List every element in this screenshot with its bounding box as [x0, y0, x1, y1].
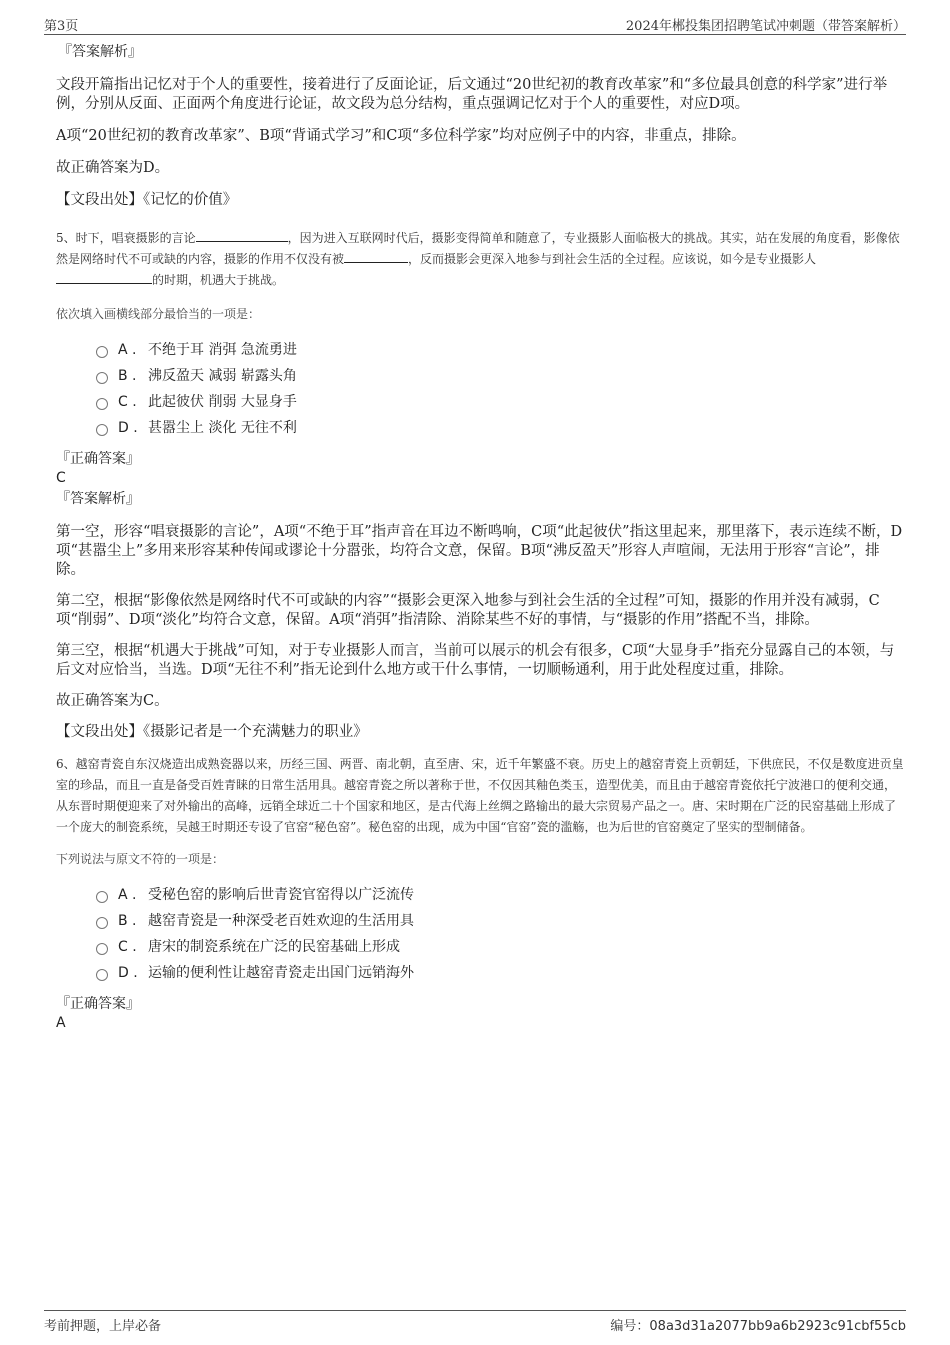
- option-c[interactable]: [96, 934, 906, 960]
- correct-answer-label: 『正确答案』: [56, 451, 140, 467]
- option-text: 此起彼伏 削弱 大显身手: [148, 394, 297, 410]
- code-value: 08a3d31a2077bb9a6b2923c91cbf55cb: [649, 1319, 906, 1334]
- option-d[interactable]: [96, 960, 906, 986]
- option-letter: A .: [118, 342, 137, 358]
- analysis-conclusion: 故正确答案为C。: [56, 693, 169, 709]
- answer-blank: [344, 250, 408, 263]
- question-instruction: 下列说法与原文不符的一项是：: [56, 852, 225, 866]
- option-a[interactable]: [96, 337, 906, 363]
- answer-blank: [56, 271, 152, 284]
- option-text: 甚嚣尘上 淡化 无往不利: [148, 420, 297, 436]
- analysis-paragraph: 第一空，形容“唱衰摄影的言论”，A项“不绝于耳”指声音在耳边不断鸣响，C项“此起彼伏”指这里起来，那里落下，表示连续不断，D项“甚嚣尘上”多用来形容某种传闻或谬论十分嚣张，均符合文意，保留。B项“沸反盈天”形容人声喧闹，无法用于形容“言论”，排除。: [56, 524, 903, 578]
- correct-answer: C: [56, 470, 66, 486]
- answer-blank: [196, 229, 288, 242]
- footer-slogan: 考前押题，上岸必备: [44, 1319, 162, 1334]
- option-letter: C .: [118, 939, 137, 955]
- document-title: 2024年郴投集团招聘笔试冲刺题（带答案解析）: [625, 19, 906, 34]
- radio-icon[interactable]: [96, 943, 108, 955]
- radio-icon[interactable]: [96, 424, 108, 436]
- option-text: 运输的便利性让越窑青瓷走出国门远销海外: [148, 965, 414, 981]
- option-letter: D .: [118, 965, 138, 981]
- analysis-paragraph: A项“20世纪初的教育改革家”、B项“背诵式学习”和C项“多位科学家”均对应例子中的内容，非重点，排除。: [56, 128, 746, 144]
- question-5-stem: [56, 228, 906, 291]
- option-text: 受秘色窑的影响后世青瓷官窑得以广泛流传: [148, 887, 414, 903]
- option-letter: D .: [118, 420, 138, 436]
- radio-icon[interactable]: [96, 372, 108, 384]
- correct-answer: A: [56, 1015, 66, 1031]
- analysis-label: 『答案解析』: [58, 44, 142, 60]
- option-letter: A .: [118, 887, 137, 903]
- option-c[interactable]: [96, 389, 906, 415]
- stem-segment: 5、时下，唱衰摄影的言论: [56, 231, 196, 245]
- source-citation: 【文段出处】《记忆的价值》: [56, 192, 238, 208]
- radio-icon[interactable]: [96, 346, 108, 358]
- analysis-paragraph: 文段开篇指出记忆对于个人的重要性，接着进行了反面论证，后文通过“20世纪初的教育改革家”和“多位最具创意的科学家”进行举例，分别从反面、正面两个角度进行论证，故文段为总分结构，重点强调记忆对于个人的重要性，对应D项。: [56, 77, 888, 112]
- stem-segment: ，因为进入互联网时代后，摄影变得简单和随意了，专业摄影人面临极大的挑战。其实，站在发展的角度看，影像依然是网络时代不可或缺的内容，摄影的作用不仅没有被: [56, 231, 900, 266]
- page-footer: [44, 1310, 906, 1333]
- page-content: [56, 42, 906, 1032]
- document-code: [610, 1315, 906, 1334]
- option-text: 越窑青瓷是一种深受老百姓欢迎的生活用具: [148, 913, 414, 929]
- analysis-paragraph: 第二空，根据“影像依然是网络时代不可或缺的内容”“摄影会更深入地参与到社会生活的全过程”可知，摄影的作用并没有减弱，C项“削弱”、D项“淡化”均符合文意，保留。A项“消弭”指清除、消除某些不好的事情，与“摄影的作用”搭配不当，排除。: [56, 593, 880, 628]
- option-a[interactable]: [96, 882, 906, 908]
- radio-icon[interactable]: [96, 398, 108, 410]
- option-text: 唐宋的制瓷系统在广泛的民窑基础上形成: [148, 939, 400, 955]
- option-b[interactable]: [96, 363, 906, 389]
- page-header: [44, 12, 906, 35]
- option-d[interactable]: [96, 415, 906, 441]
- option-text: 沸反盈天 减弱 崭露头角: [148, 368, 297, 384]
- source-citation: 【文段出处】《摄影记者是一个充满魅力的职业》: [56, 724, 368, 740]
- question-6-stem: 6、越窑青瓷自东汉烧造出成熟瓷器以来，历经三国、两晋、南北朝，直至唐、宋，近千年繁盛不衰。历史上的越窑青瓷上贡朝廷，下供庶民，不仅是数度进贡皇室的珍品，而且一直是备受百姓青睐的日常生活用具。越窑青瓷之所以著称于世，不仅因其釉色类玉，造型优美，而且由于越窑青瓷依托宁波港口的便利交通，从东晋时期便迎来了对外输出的高峰，远销全球近二十个国家和地区，是古代海上丝绸之路输出的最大宗贸易产品之一。唐、宋时期在广泛的民窑基础上形成了一个庞大的制瓷系统，吴越王时期还专设了官窑“秘色窑”。秘色窑的出现，成为中国“官窑”瓷的滥觞，也为后世的官窑奠定了坚实的型制储备。: [56, 757, 904, 834]
- option-text: 不绝于耳 消弭 急流勇进: [148, 342, 297, 358]
- radio-icon[interactable]: [96, 969, 108, 981]
- code-label: 编号：: [610, 1319, 650, 1334]
- radio-icon[interactable]: [96, 891, 108, 903]
- option-letter: B .: [118, 913, 137, 929]
- option-list: [96, 337, 906, 441]
- option-b[interactable]: [96, 908, 906, 934]
- option-list: [96, 882, 906, 986]
- analysis-label: 『答案解析』: [56, 491, 140, 507]
- analysis-conclusion: 故正确答案为D。: [56, 160, 170, 176]
- radio-icon[interactable]: [96, 917, 108, 929]
- analysis-paragraph: 第三空，根据“机遇大于挑战”可知，对于专业摄影人而言，当前可以展示的机会有很多，C项“大显身手”指充分显露自己的本领，与后文对应恰当，当选。D项“无往不利”指无论到什么地方或干什么事情，一切顺畅通利，用于此处程度过重，排除。: [56, 643, 895, 678]
- stem-segment: 的时期，机遇大于挑战。: [152, 273, 285, 287]
- stem-segment: ，反而摄影会更深入地参与到社会生活的全过程。应该说，如今是专业摄影人: [408, 252, 817, 266]
- option-letter: B .: [118, 368, 137, 384]
- page-number: 第3页: [44, 19, 79, 34]
- question-instruction: 依次填入画横线部分最恰当的一项是：: [56, 307, 261, 321]
- option-letter: C .: [118, 394, 137, 410]
- correct-answer-label: 『正确答案』: [56, 996, 140, 1012]
